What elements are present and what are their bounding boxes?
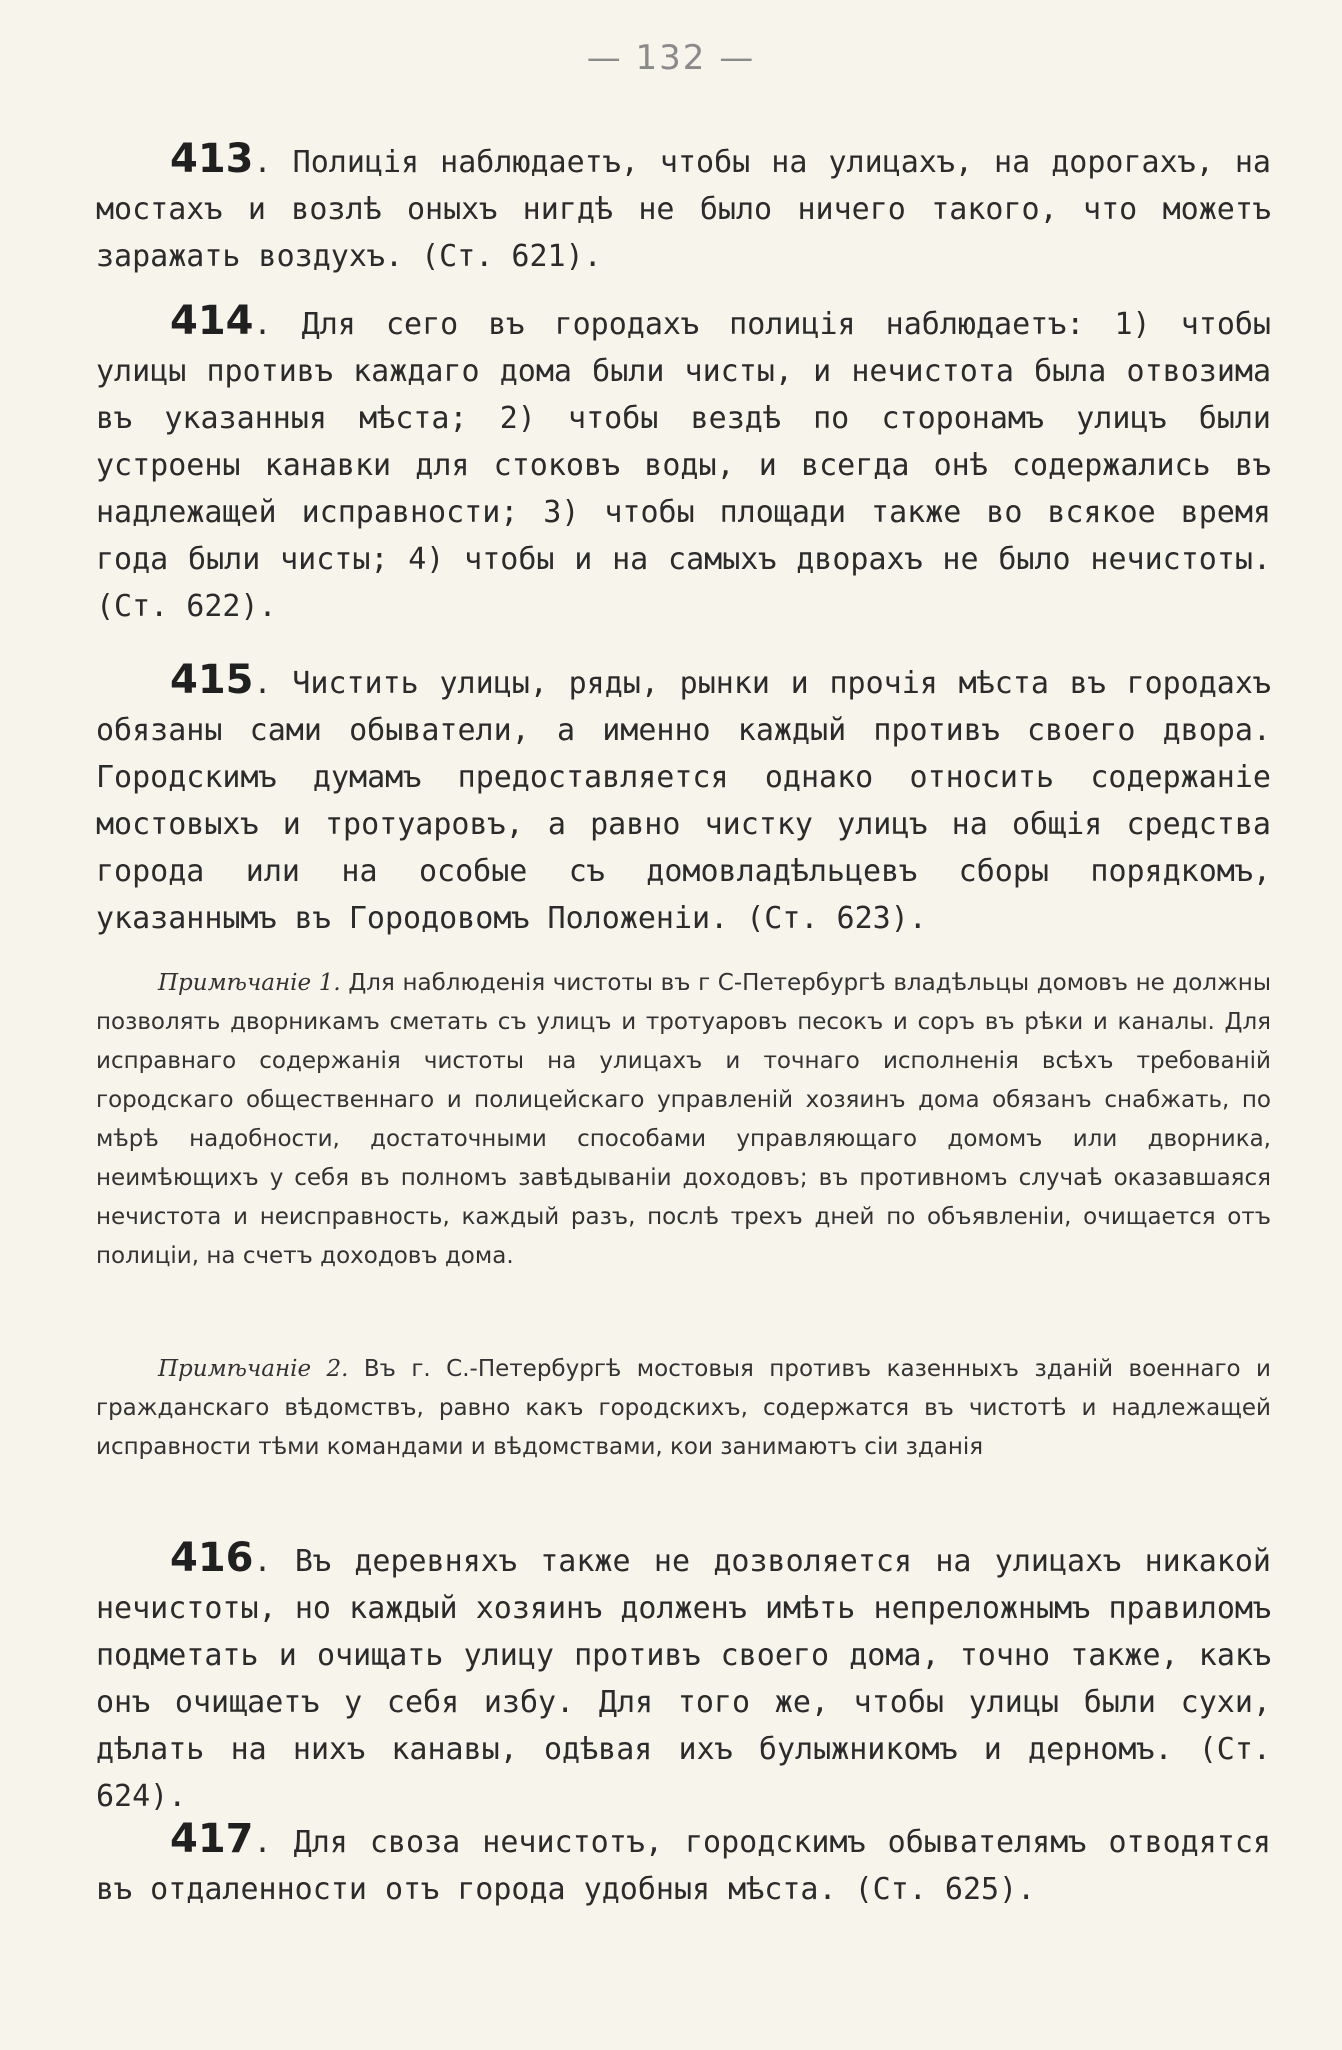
article-number: 415	[170, 657, 254, 703]
article-text: . Полиція наблюдаетъ, чтобы на улицахъ, на дорогахъ, на мостахъ и возлѣ оныхъ нигдѣ не было ничего такого, что можетъ заражать воздухъ. (Ст. 621).	[96, 145, 1271, 274]
article-text: . Чистить улицы, ряды, рынки и прочія мѣста въ городахъ обязаны сами обыватели, а именно каждый противъ своего двора. Городскимъ думамъ предоставляется однако относить содержаніе мостовыхъ и тротуаровъ, а равно чистку улицъ на общія средства города или на особые съ домовладѣльцевъ сборы порядкомъ, указаннымъ въ Городовомъ Положеніи. (Ст. 623).	[96, 666, 1271, 936]
article-number: 417	[170, 1816, 254, 1862]
note-text: Въ г. С.-Петербургѣ мостовыя противъ казенныхъ зданій военнаго и гражданскаго вѣдомствъ, равно какъ городскихъ, содержатся въ чистотѣ и надлежащей исправности тѣми командами и вѣдомствами, кои занимаютъ сіи зданія	[96, 1356, 1271, 1460]
note-label: Примѣчаніе 2.	[158, 1356, 349, 1382]
paragraph	[96, 1816, 1271, 1913]
article-text: . Для своза нечистотъ, городскимъ обывателямъ отводятся въ отдаленности отъ города удобныя мѣста. (Ст. 625).	[96, 1825, 1271, 1907]
article-415	[96, 657, 1271, 942]
article-number: 414	[170, 298, 254, 344]
note-paragraph	[96, 964, 1271, 1276]
paragraph	[96, 298, 1271, 630]
article-number: 413	[170, 136, 254, 182]
note-paragraph	[96, 1350, 1271, 1467]
note-text: Для наблюденія чистоты въ г С-Петербургѣ владѣльцы домовъ не должны позволять дворникамъ сметать съ улицъ и тротуаровъ песокъ и соръ въ рѣки и каналы. Для исправнаго содержанія чистоты на улицахъ и точнаго исполненія всѣхъ требованій городскаго общественнаго и полицейскаго управленій хозяинъ дома обязанъ снабжать, по мѣрѣ надобности, достаточными способами управляющаго домомъ или дворника, неимѣющихъ у себя въ полномъ завѣдываніи доходовъ; въ противномъ случаѣ оказавшаяся нечистота и неисправность, каждый разъ, послѣ трехъ дней по объявленіи, очищается отъ полиціи, на счетъ доходовъ дома.	[96, 970, 1271, 1269]
article-text: . Въ деревняхъ также не дозволяется на улицахъ никакой нечистоты, но каждый хозяинъ долженъ имѣть непреложнымъ правиломъ подметать и очищать улицу противъ своего дома, точно также, какъ онъ очищаетъ у себя избу. Для того же, чтобы улицы были сухи, дѣлать на нихъ канавы, одѣвая ихъ булыжникомъ и дерномъ. (Ст. 624).	[96, 1544, 1271, 1814]
article-number: 416	[170, 1535, 254, 1581]
note-label: Примѣчаніе 1.	[158, 970, 341, 996]
note-1	[96, 964, 1271, 1276]
paragraph	[96, 657, 1271, 942]
paragraph	[96, 136, 1271, 280]
note-2	[96, 1350, 1271, 1467]
article-text: . Для сего въ городахъ полиція наблюдаетъ: 1) чтобы улицы противъ каждаго дома были чисты, и нечистота была отвозима въ указанныя мѣста; 2) чтобы вездѣ по сторонамъ улицъ были устроены канавки для стоковъ воды, и всегда онѣ содержались въ надлежащей исправности; 3) чтобы площади также во всякое время года были чисты; 4) чтобы и на самыхъ дворахъ не было нечистоты. (Ст. 622).	[96, 307, 1271, 624]
article-413	[96, 136, 1271, 280]
article-416	[96, 1535, 1271, 1820]
page-number: — 132 —	[586, 38, 756, 78]
article-417	[96, 1816, 1271, 1913]
article-414	[96, 298, 1271, 630]
paragraph	[96, 1535, 1271, 1820]
